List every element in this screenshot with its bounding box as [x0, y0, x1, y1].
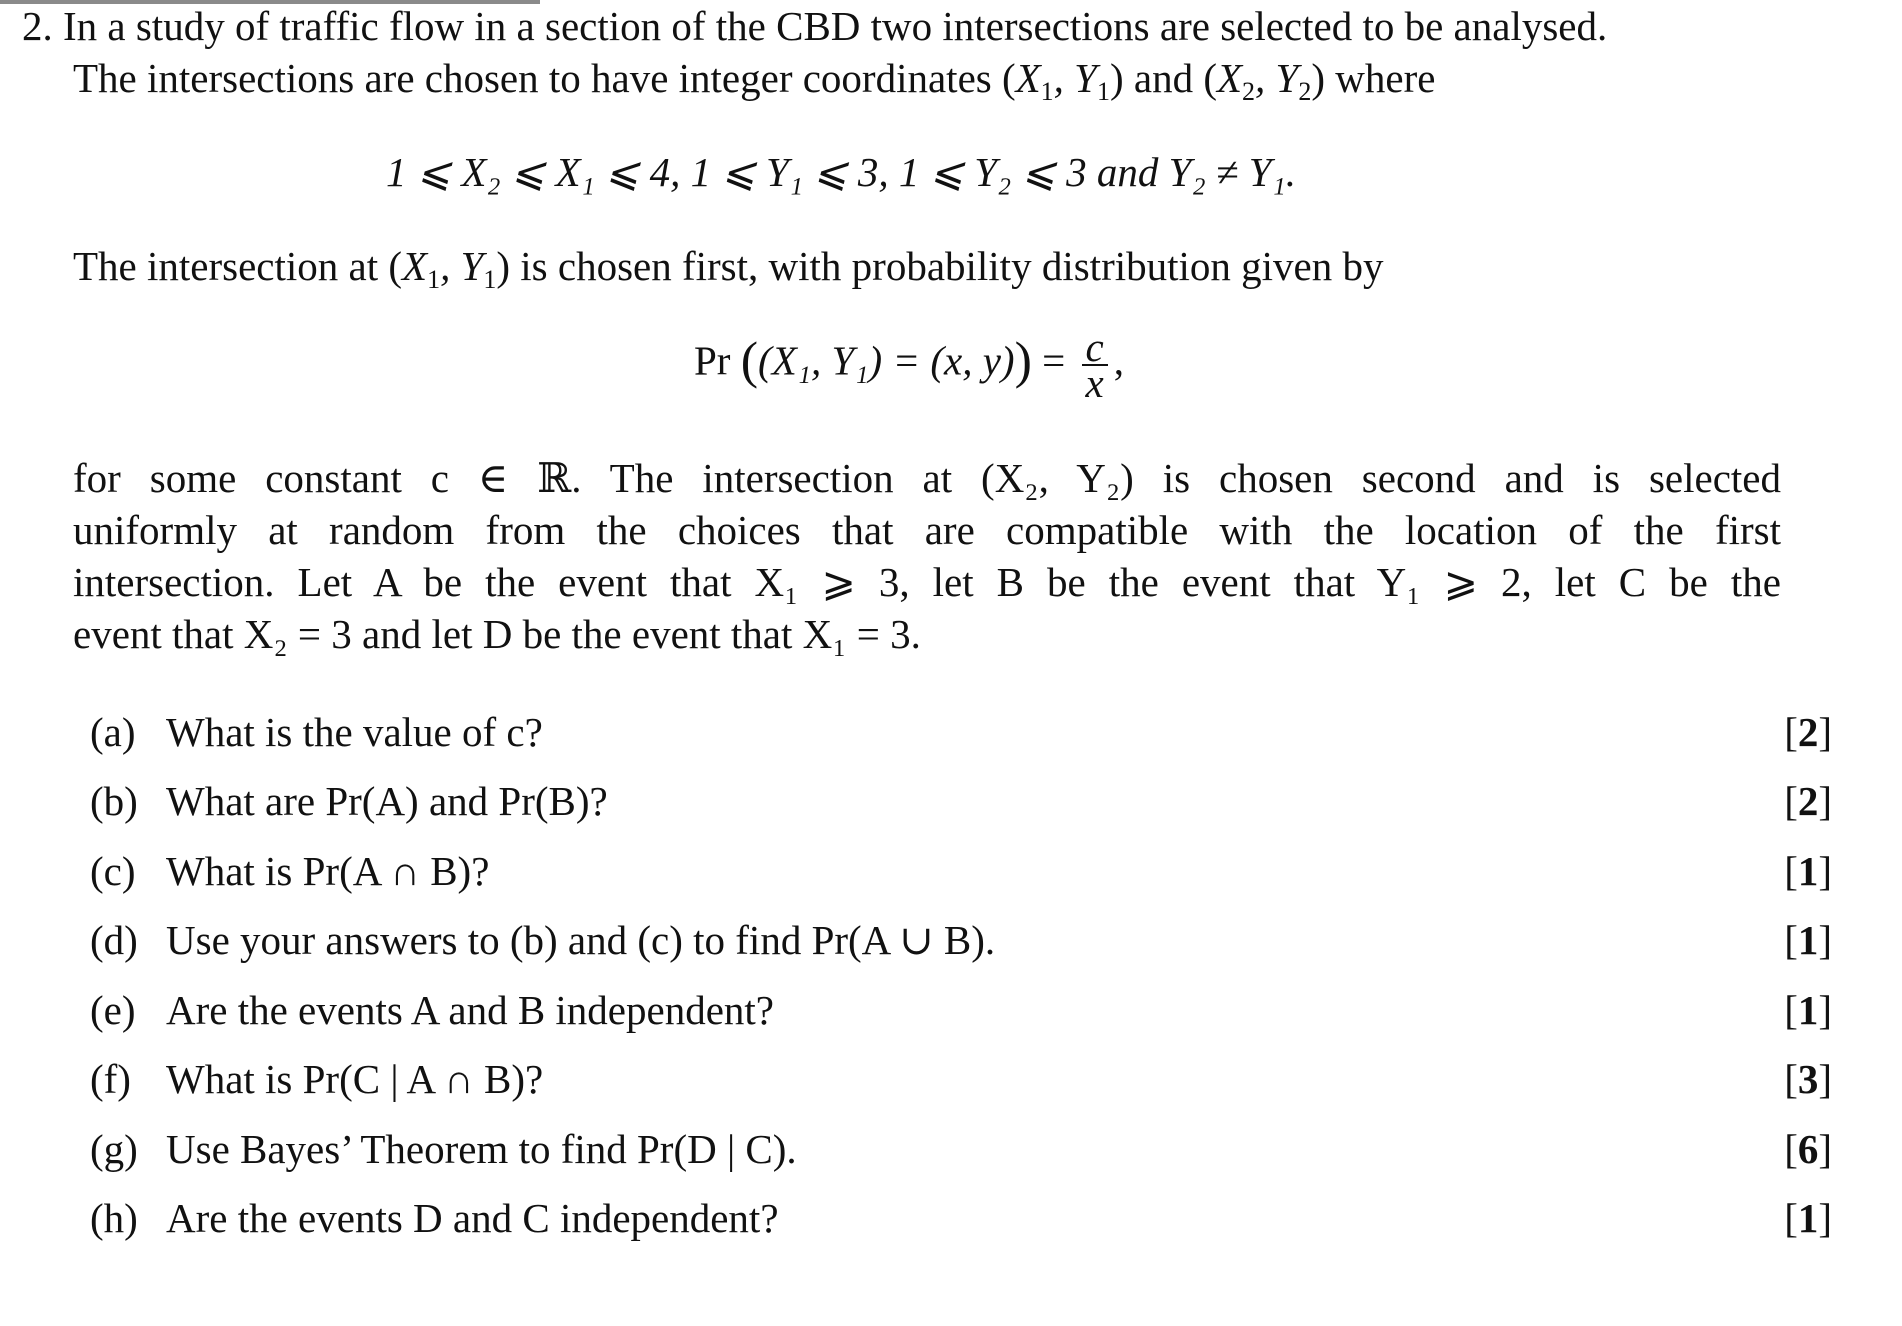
marks-value: 2 — [1797, 778, 1819, 824]
intro-text-1: In a study of traffic flow in a section of the CBD two intersections are selected to be analysed. — [63, 3, 1608, 49]
constraints-display — [0, 146, 1792, 198]
part-label: (h) — [90, 1195, 138, 1241]
part-e — [90, 984, 774, 1036]
question-intro-line1 — [22, 0, 1607, 52]
part-d — [90, 914, 995, 966]
intro-text-2c: ) where — [1311, 55, 1436, 101]
dist-intro-b: ) is chosen first, with probability distribution given by — [496, 243, 1384, 289]
para-line1: for some constant c ∈ ℝ. The intersection at (X₂, Y₂) is chosen second and is selected — [73, 455, 1781, 501]
part-g-marks: [6] — [1784, 1126, 1832, 1172]
part-label: (b) — [90, 778, 138, 824]
coord-second: $X_2$, $Y_2$ — [1217, 55, 1312, 106]
question-number: 2. — [22, 3, 53, 49]
formula-fraction — [1082, 324, 1108, 406]
part-label: (g) — [90, 1126, 138, 1172]
dist-intro-a: The intersection at ( — [73, 243, 403, 289]
marks-value: 6 — [1797, 1126, 1819, 1172]
coord-first: $X_1$, $Y_1$ — [1015, 55, 1110, 106]
para-line3: intersection. Let A be the event that X₁ ⩾ 3, let B be the event that Y₁ ⩾ 2, let C be the — [73, 559, 1781, 605]
para-line2: uniformly at random from the choices that are compatible with the location of the first — [73, 507, 1781, 553]
part-c — [90, 845, 489, 897]
marks-value: 1 — [1797, 848, 1819, 894]
part-f — [90, 1053, 543, 1105]
intro-text-2b: ) and ( — [1109, 55, 1217, 101]
marks-value: 1 — [1797, 987, 1819, 1033]
part-h-marks: [1] — [1784, 1195, 1832, 1241]
part-g — [90, 1123, 797, 1175]
part-text: Are the events A and B independent? — [166, 987, 774, 1033]
part-h — [90, 1192, 779, 1244]
fraction-denominator: x — [1085, 360, 1104, 406]
formula-equals: = — [1042, 337, 1066, 384]
marks-value: 1 — [1797, 917, 1819, 963]
part-f-marks: [3] — [1784, 1056, 1832, 1102]
formula-open-paren: ( — [740, 332, 759, 390]
formula-comma: , — [1113, 337, 1124, 384]
part-c-marks: [1] — [1784, 848, 1832, 894]
part-a-marks: [2] — [1784, 709, 1832, 755]
marks-value: 2 — [1797, 709, 1819, 755]
fraction-numerator: c — [1082, 330, 1108, 366]
distribution-intro — [73, 240, 1383, 292]
part-b — [90, 775, 608, 827]
formula-close-paren: ) — [1014, 332, 1032, 390]
part-label: (f) — [90, 1056, 131, 1102]
para-line4: event that X₂ = 3 and let D be the event that X₁ = 3. — [73, 611, 921, 657]
part-d-marks: [1] — [1784, 917, 1832, 963]
part-label: (d) — [90, 917, 138, 963]
part-text: What is the value of c? — [166, 709, 543, 755]
constraints-text: 1 ⩽ X₂ ⩽ X₁ ⩽ 4, 1 ⩽ Y₁ ⩽ 3, 1 ⩽ Y₂ ⩽ 3 and Y₂ ≠ Y₁. — [385, 149, 1297, 195]
part-text: Use your answers to (b) and (c) to find Pr(A ∪ B). — [166, 917, 996, 963]
part-text: Are the events D and C independent? — [166, 1195, 779, 1241]
marks-value: 1 — [1797, 1195, 1819, 1241]
part-a — [90, 706, 543, 758]
probability-formula — [0, 324, 1860, 406]
part-label: (a) — [90, 709, 136, 755]
part-text: Use Bayes’ Theorem to find Pr(D | C). — [166, 1126, 797, 1172]
formula-inner: (X₁, Y₁) = (x, y) — [758, 337, 1015, 384]
question-intro-line2 — [73, 52, 1435, 104]
part-text: What is Pr(C | A ∩ B)? — [166, 1056, 544, 1102]
part-label: (c) — [90, 848, 136, 894]
marks-value: 3 — [1797, 1056, 1819, 1102]
dist-coord: $X_1$, $Y_1$ — [402, 243, 497, 294]
part-b-marks: [2] — [1784, 778, 1832, 824]
part-text: What is Pr(A ∩ B)? — [166, 848, 490, 894]
part-e-marks: [1] — [1784, 987, 1832, 1033]
part-text: What are Pr(A) and Pr(B)? — [166, 778, 608, 824]
formula-pr: Pr — [694, 337, 731, 384]
intro-text-2a: The intersections are chosen to have integer coordinates ( — [73, 55, 1016, 101]
part-label: (e) — [90, 987, 136, 1033]
